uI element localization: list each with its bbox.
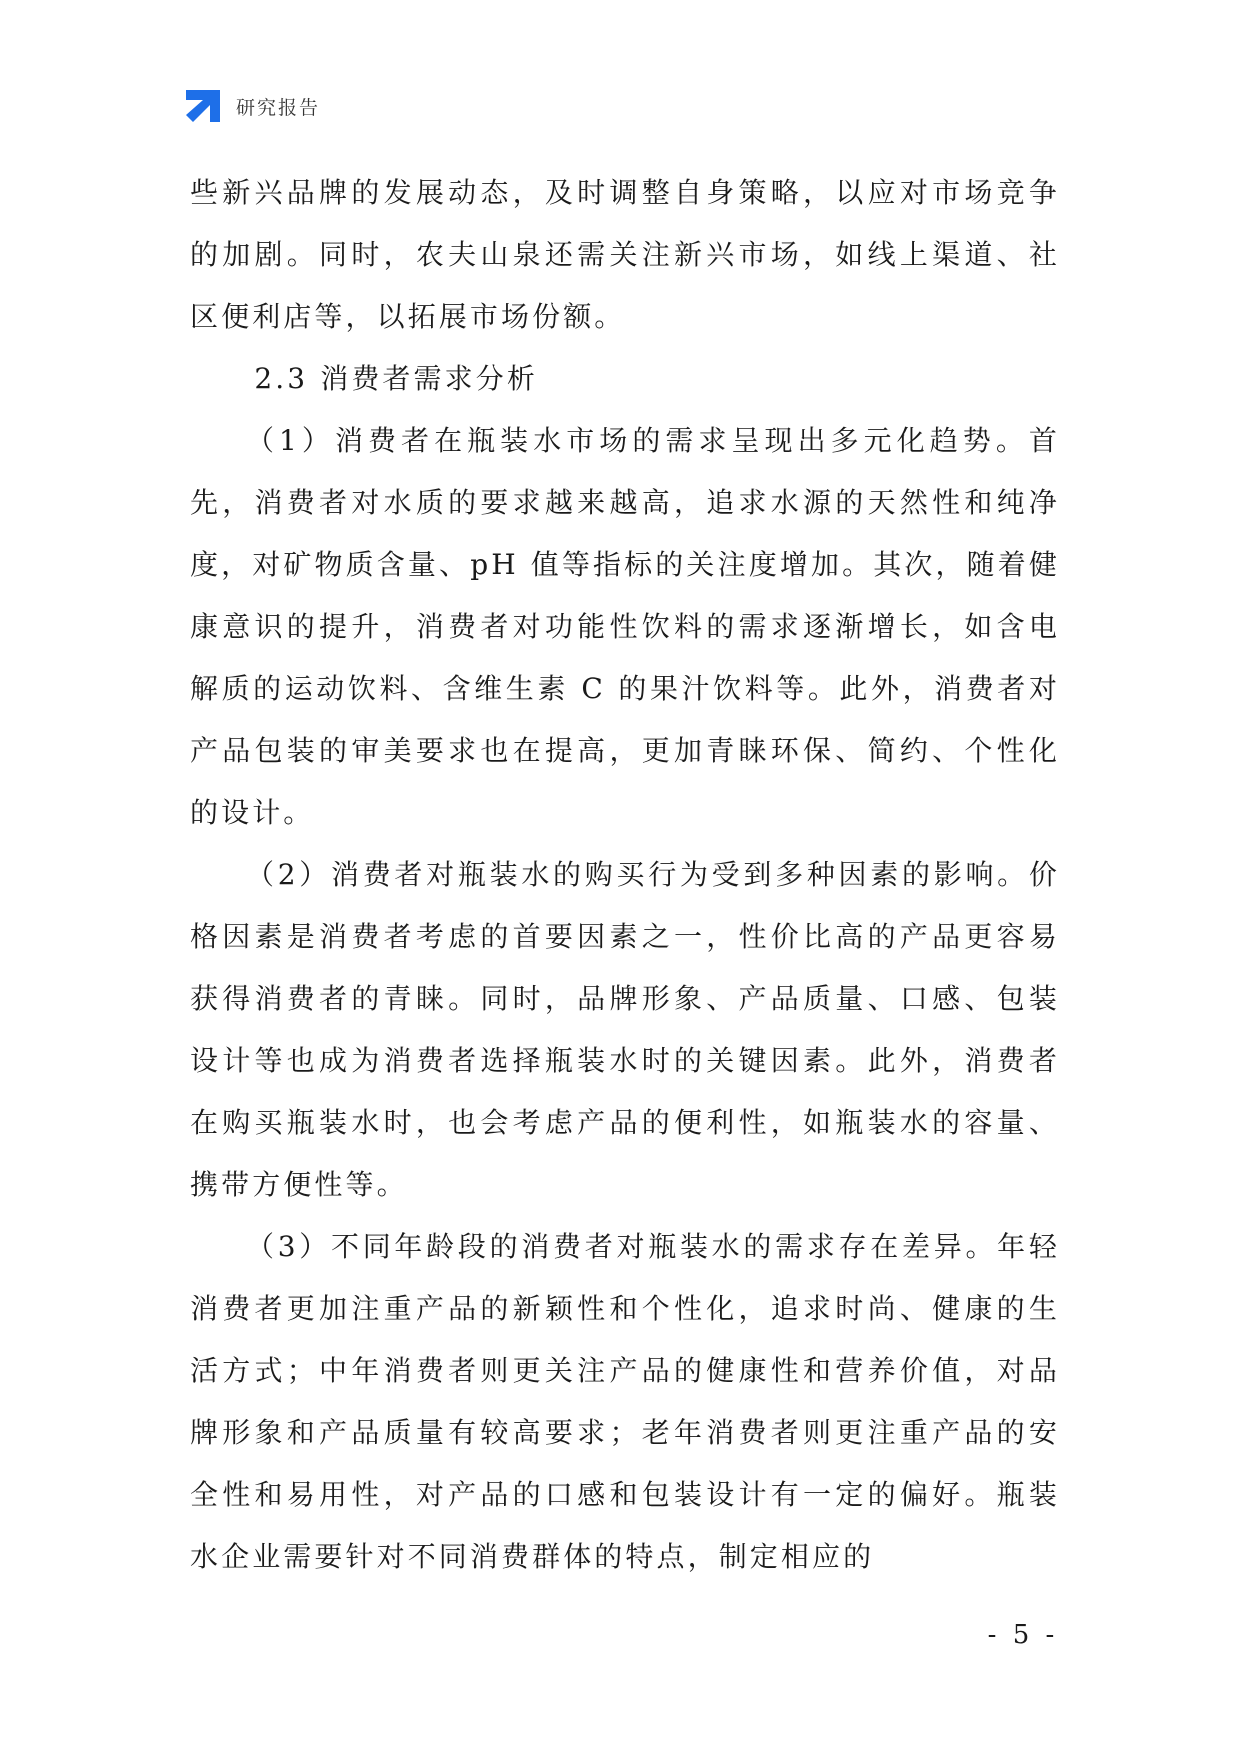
section-heading: 2.3 消费者需求分析: [254, 362, 538, 395]
paragraph-continuation: 些新兴品牌的发展动态，及时调整自身策略，以应对市场竞争的加剧。同时，农夫山泉还需关注新兴市场，如线上渠道、社区便利店等，以拓展市场份额。: [190, 176, 1060, 333]
paragraph-demand-diversity: （1）消费者在瓶装水市场的需求呈现出多元化趋势。首先，消费者对水质的要求越来越高，追求水源的天然性和纯净度，对矿物质含量、pH 值等指标的关注度增加。其次，随着健康意识的提升，消费者对功能性饮料的需求逐渐增长，如含电解质的运动饮料、含维生素 C 的果汁饮料等。此外，消费者对产品包装的审美要求也在提高，更加青睐环保、简约、个性化的设计。: [190, 424, 1060, 829]
page-header: [186, 88, 320, 124]
document-body: [190, 162, 1060, 1588]
paragraph-age-differences: （3）不同年龄段的消费者对瓶装水的需求存在差异。年轻消费者更加注重产品的新颖性和个性化，追求时尚、健康的生活方式；中年消费者则更关注产品的健康性和营养价值，对品牌形象和产品质量有较高要求；老年消费者则更注重产品的安全性和易用性，对产品的口感和包装设计有一定的偏好。瓶装水企业需要针对不同消费群体的特点，制定相应的: [190, 1230, 1060, 1573]
arrow-up-right-icon: [186, 90, 220, 122]
page-number: - 5 -: [987, 1620, 1059, 1650]
paragraph-purchase-factors: （2）消费者对瓶装水的购买行为受到多种因素的影响。价格因素是消费者考虑的首要因素之一，性价比高的产品更容易获得消费者的青睐。同时，品牌形象、产品质量、口感、包装设计等也成为消费者选择瓶装水时的关键因素。此外，消费者在购买瓶装水时，也会考虑产品的便利性，如瓶装水的容量、携带方便性等。: [190, 858, 1060, 1201]
header-title: 研究报告: [236, 96, 321, 119]
